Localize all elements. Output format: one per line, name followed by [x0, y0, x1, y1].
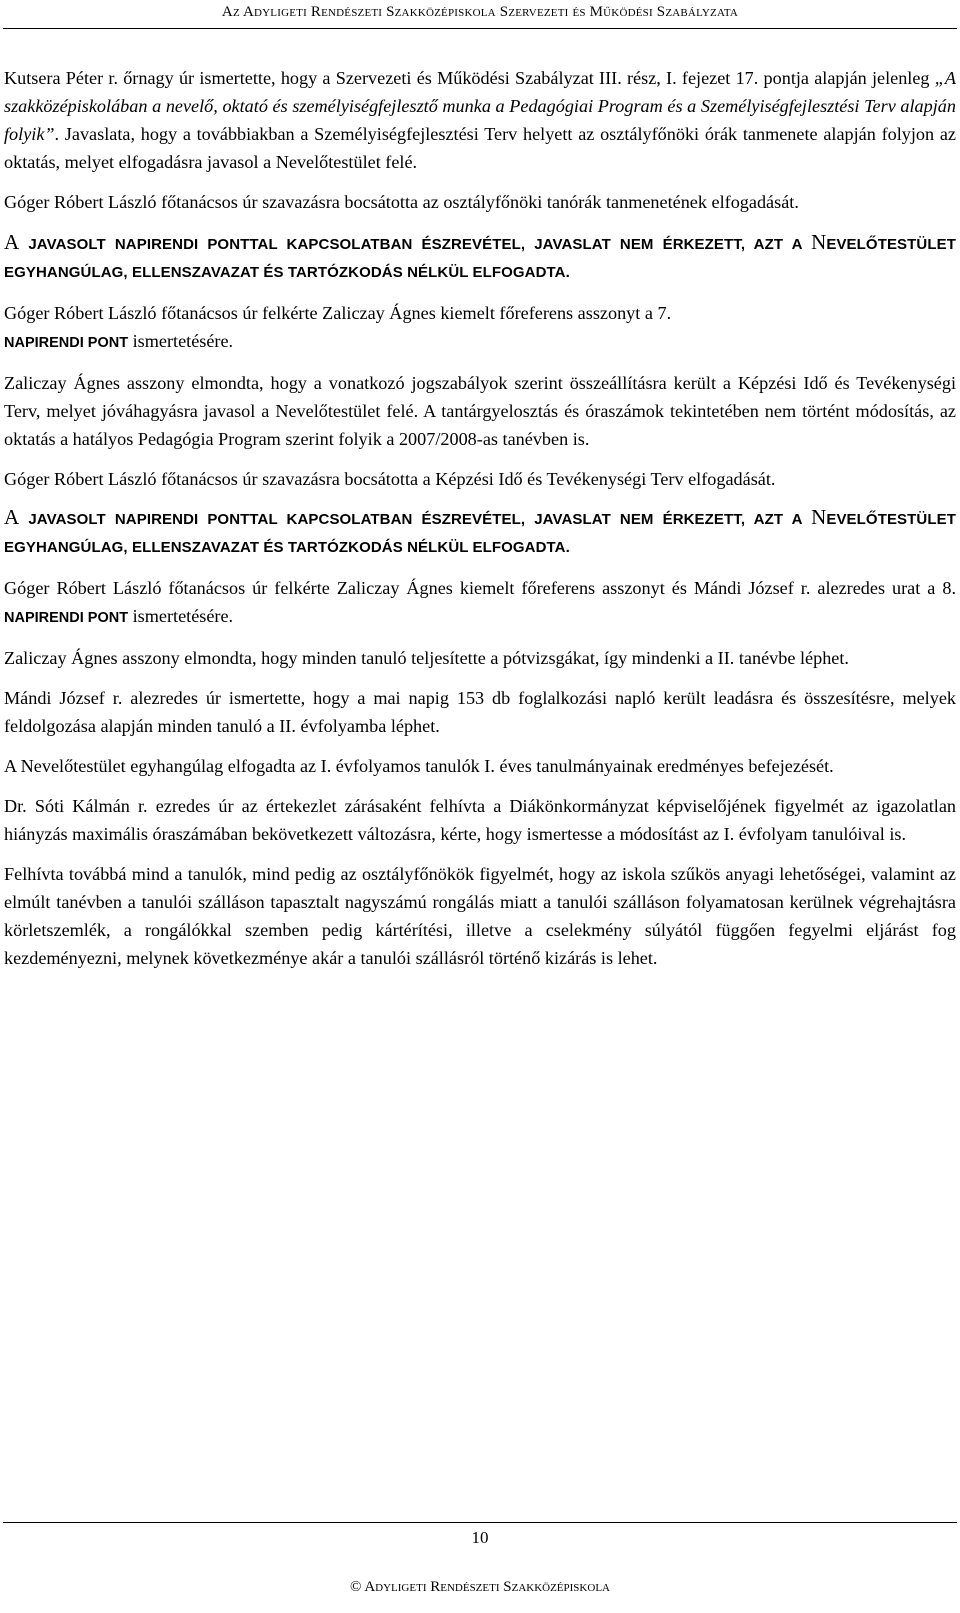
page-number: 10 — [471, 1528, 489, 1547]
running-header: Az Adyligeti Rendészeti Szakközépiskola Szervezeti és Működési Szabályzata — [221, 4, 739, 20]
paragraph-class-logs: Mándi József r. alezredes úr ismertette, hogy a mai napig 153 db foglalkozási napló került leadásra és összesítésre, melyek feldolgozása alapján minden tanuló a II. évfolyamba léphet. — [4, 688, 956, 736]
paragraph-vote-1: Góger Róbert László főtanácsos úr szavazásra bocsátotta az osztályfőnöki tanórák tanmenetének elfogadását. — [4, 192, 799, 212]
paragraph-retake-exams: Zaliczay Ágnes asszony elmondta, hogy minden tanuló teljesítette a pótvizsgákat, így mindenki a II. tanévbe léphet. — [4, 648, 849, 668]
footer-copyright: © Adyligeti Rendészeti Szakközépiskola — [350, 1579, 610, 1595]
decision-statement-2: A JAVASOLT NAPIRENDI PONTTAL KAPCSOLATBAN ÉSZREVÉTEL, JAVASLAT NEM ÉRKEZETT, AZT A NEVELŐTESTÜLET EGYHANGÚLAG, ELLENSZAVAZAT ÉS TARTÓZKODÁS NÉLKÜL ELFOGADTA. — [4, 505, 956, 556]
decision-statement-1: A JAVASOLT NAPIRENDI PONTTAL KAPCSOLATBAN ÉSZREVÉTEL, JAVASLAT NEM ÉRKEZETT, AZT A NEVELŐTESTÜLET EGYHANGÚLAG, ELLENSZAVAZAT ÉS TARTÓZKODÁS NÉLKÜL ELFOGADTA. — [4, 230, 956, 281]
paragraph-year-completion: A Nevelőtestület egyhangúlag elfogadta az I. évfolyamos tanulók I. éves tanulmányainak eredményes befejezését. — [4, 756, 834, 776]
paragraph-dormitory-damage: Felhívta továbbá mind a tanulók, mind pedig az osztályfőnökök figyelmét, hogy az iskola szűkös anyagi lehetőségei, valamint az elmúlt tanévben a tanulói szálláson tapasztalt nagyszámú rongálás miatt a tanulói szálláson folyamatosan kerülnek végrehajtásra körletszemlék, a rongálókkal szemben pedig kártérítési, illetve a cselekmény súlyától függően fegyelmi eljárást fog kezdeményezni, melynek következménye akár a tanulói szállásról történő kizárás is lehet. — [4, 864, 956, 968]
paragraph-training-plan: Zaliczay Ágnes asszony elmondta, hogy a vonatkozó jogszabályok szerint összeállításra került a Képzési Idő és Tevékenységi Terv, melyet jóváhagyásra javasol a Nevelőtestület felé. A tantárgyelosztás és óraszámok tekintetében nem történt módosítás, az oktatás a hatályos Pedagógia Program szerint folyik a 2007/2008-as tanévben is. — [4, 373, 956, 449]
paragraph-agenda-7: Góger Róbert László főtanácsos úr felkérte Zaliczay Ágnes kiemelt főreferens asszonyt a 7. NAPIRENDI PONT ismertetésére. — [4, 303, 672, 351]
footer-rule — [3, 1522, 957, 1523]
paragraph-agenda-8: Góger Róbert László főtanácsos úr felkérte Zaliczay Ágnes kiemelt főreferens asszonyt és Mándi József r. alezredes urat a 8. NAPIRENDI PONT ismertetésére. — [4, 578, 956, 626]
paragraph-sms-amendment: Kutsera Péter r. őrnagy úr ismertette, hogy a Szervezeti és Működési Szabályzat III. rész, I. fejezet 17. pontja alapján jelenleg „A szakközépiskolában a nevelő, oktató és személyiségfejlesztő munka a Pedagógiai Program és a Személyiségfejlesztési Terv alapján folyik”. Javaslata, hogy a továbbiakban a Személyiségfejlesztési Terv helyett az osztályfőnöki órák tanmenete alapján folyjon az oktatás, melyet elfogadásra javasol a Nevelőtestület felé. — [4, 68, 956, 172]
quoted-regulation: „A szakközépiskolában a nevelő, oktató és személyiségfejlesztő munka a Pedagógiai Program és a Személyiségfejlesztési Terv alapján folyik” — [4, 68, 956, 144]
paragraph-absence-rules: Dr. Sóti Kálmán r. ezredes úr az értekezlet zárásaként felhívta a Diákönkormányzat képviselőjének figyelmét az igazolatlan hiányzás maximális óraszámában bekövetkezett változásra, kérte, hogy ismertesse a módosítást az I. évfolyam tanulóival is. — [4, 796, 956, 844]
header-rule — [3, 28, 957, 29]
paragraph-vote-2: Góger Róbert László főtanácsos úr szavazásra bocsátotta a Képzési Idő és Tevékenységi Terv elfogadását. — [4, 469, 776, 489]
document-body — [4, 64, 956, 984]
